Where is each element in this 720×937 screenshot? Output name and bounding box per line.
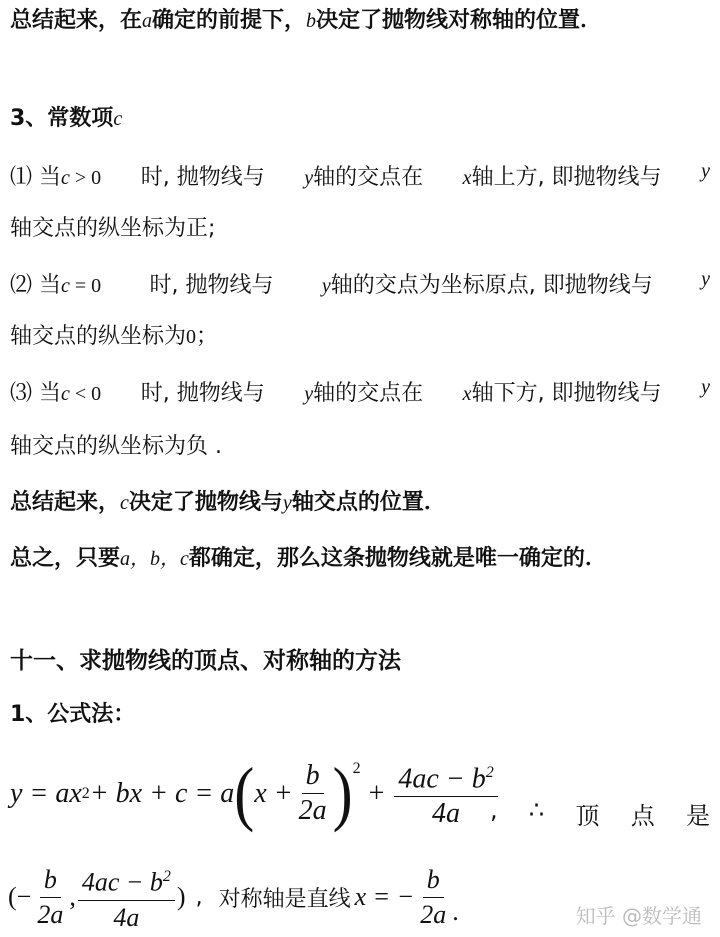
text: 轴交点的纵坐标为负 . — [10, 434, 222, 459]
var-a: a — [142, 10, 153, 32]
text: 点 — [630, 802, 655, 830]
text: 时, 抛物线与 — [140, 381, 265, 406]
var-y: y — [701, 160, 710, 182]
summary-c-line — [10, 488, 446, 518]
fraction-b-over-2a — [33, 865, 67, 930]
axis-text: 对称轴是直线 — [218, 886, 351, 912]
chapter-11-heading — [10, 646, 401, 676]
text: 总之，只要 — [10, 546, 121, 571]
section-3-heading — [10, 104, 122, 134]
var-c: c — [61, 167, 70, 189]
exponent: 2 — [485, 764, 494, 781]
fraction-discriminant — [78, 862, 175, 933]
item-prefix: ⑵ 当 — [10, 273, 61, 298]
condition: < 0 — [69, 383, 102, 405]
heading-text: 3、常数项 — [10, 106, 114, 131]
numerator: 4ac − b — [398, 763, 486, 795]
numerator: b — [423, 865, 444, 898]
var-x: x — [462, 383, 472, 405]
var-y: y — [304, 167, 314, 189]
fraction-discriminant — [394, 758, 497, 829]
text: 决定了抛物线与 — [128, 490, 283, 515]
var-c: c — [113, 108, 123, 130]
text: 轴上方, 即抛物线与 — [471, 165, 662, 190]
left-paren: ( — [234, 753, 255, 833]
zero: 0 — [186, 326, 197, 348]
var-c: c — [120, 492, 129, 514]
formula-lhs: y = ax — [10, 777, 82, 809]
var-y: y — [304, 383, 314, 405]
var-y: y — [701, 376, 710, 398]
text: 顶 — [575, 802, 600, 830]
var-b: b — [306, 10, 317, 32]
summary-b-line — [10, 6, 602, 36]
text: 决定了抛物线对称轴的位置． — [316, 8, 603, 33]
item-prefix: ⑴ 当 — [10, 165, 61, 190]
vertex-coordinates — [8, 862, 459, 933]
numerator: 4ac − b — [81, 867, 163, 897]
text: 都确定，那么这条抛物线就是唯一确定的． — [188, 546, 607, 571]
denominator: 2a — [37, 899, 64, 929]
plus-sign: + — [368, 777, 385, 809]
right-paren: ) — [332, 753, 353, 833]
vertex-label — [490, 796, 710, 831]
var-y: y — [701, 268, 710, 290]
condition: = 0 — [69, 275, 102, 297]
item-3-line-1 — [10, 376, 710, 407]
text: 时, 抛物线与 — [149, 273, 274, 298]
vars-abc: a，b，c — [120, 548, 189, 570]
text: 总结起来， — [10, 490, 121, 515]
period: . — [452, 896, 459, 926]
separator: , — [69, 882, 76, 912]
item-2-line-1 — [10, 268, 710, 299]
method-1-label — [10, 700, 135, 730]
item-1-line-2 — [10, 214, 215, 244]
denominator: 4a — [113, 902, 140, 932]
text: 轴交点的位置． — [291, 490, 446, 515]
summary-all-line — [10, 544, 607, 574]
text: 轴的交点在 — [313, 381, 424, 406]
text: 轴交点的纵坐标为 — [10, 324, 187, 349]
condition: > 0 — [69, 167, 102, 189]
formula-inner: x + — [254, 777, 293, 809]
close-paren: ) — [176, 882, 186, 912]
item-prefix: ⑶ 当 — [10, 381, 61, 406]
text: 总结起来，在 — [10, 8, 143, 33]
exponent: 2 — [81, 784, 90, 802]
therefore-symbol: ∴ — [528, 798, 545, 824]
fraction-axis — [416, 865, 450, 930]
text: 时, 抛物线与 — [140, 165, 265, 190]
open-paren: (− — [8, 882, 32, 912]
text: 1、公式法： — [10, 702, 136, 727]
text: ； — [196, 324, 219, 349]
var-x: x — [462, 167, 472, 189]
numerator: b — [40, 865, 61, 898]
text: 轴的交点为坐标原点, 即抛物线与 — [330, 273, 653, 298]
var-c: c — [61, 383, 70, 405]
vertex-formula — [10, 753, 500, 833]
fraction-b-over-2a — [295, 761, 331, 826]
denominator: 2a — [298, 795, 327, 827]
formula-mid: + bx + c = a — [89, 777, 235, 809]
denominator: 4a — [432, 798, 461, 830]
var-c: c — [61, 275, 70, 297]
denominator: 2a — [420, 899, 447, 929]
comma: , — [195, 884, 203, 910]
text: 轴的交点在 — [313, 165, 424, 190]
axis-lhs: x = − — [354, 882, 415, 912]
var-y: y — [282, 492, 292, 514]
text: 是 — [685, 802, 710, 830]
var-y: y — [321, 275, 331, 297]
heading-text: 十一、求抛物线的顶点、对称轴的方法 — [10, 648, 401, 674]
text: 轴下方, 即抛物线与 — [471, 381, 662, 406]
comma: , — [490, 796, 498, 824]
watermark: 知乎 @数学通 — [575, 904, 702, 928]
text: 确定的前提下， — [152, 8, 307, 33]
item-2-line-2 — [10, 322, 218, 352]
item-3-line-2 — [10, 432, 222, 462]
numerator: b — [302, 761, 324, 794]
exponent: 2 — [162, 868, 171, 885]
exponent: 2 — [352, 760, 361, 777]
item-1-line-1 — [10, 160, 710, 191]
text: 轴交点的纵坐标为正; — [10, 216, 216, 241]
